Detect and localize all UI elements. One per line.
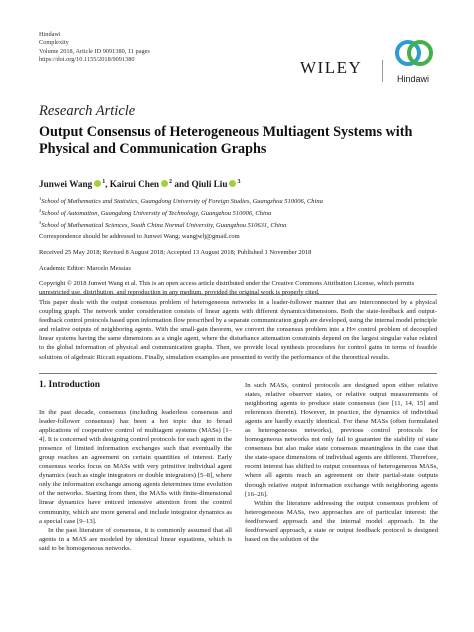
body-paragraph: In such MASs, control protocols are designed upon either relative states, relative observer states, or relative output measurements of neighboring agents to produce state consensus (see [11, 14, 15] and references therein). However, in practice, the dynamics of individual agents are hardly exactly identical. For these MASs (often formulated as heterogeneous networks), previous control protocols for homogeneous networks not only fail to guarantee the stability of state consensus but also make state consensus meaningless in the case that the state-space dimensions of individual agents are different. Therefore, recent interest has shifted to output consensus of heterogeneous MASs, where all agents reach an agreement on their partial-state outputs through relative output information exchange with neighboring agents [16–26].: [245, 382, 438, 498]
volume-line: Volume 2018, Article ID 9091380, 11 pages: [39, 47, 150, 55]
body-column-left: [39, 408, 232, 553]
abstract-text: This paper deals with the output consensus problem of heterogeneous networks in a leader-follower manner that are interconnected by a physical coupling graph. The network under consideration consists of linear agents with different dynamics/dimensions. Both the state-feedback and output-feedback control protocols based upon information flow prescribed by a separate communication graph are developed, using the internal model principle and relative outputs of neighboring agents. With the small-gain theorem, we convert the consensus problem into a H∞ control problem of decoupled linear systems having the same dimensions as a single agent, where the disturbance attenuation constraints depend on the largest singular value related to the global information of physical and communication graphs. Then, we provide local synthesis procedures for control gains in terms of feasible solutions of algebraic Riccati equations. Finally, simulation examples are presented to verify the performance of the theoretical results.: [39, 299, 437, 361]
abstract-bottom-rule: [39, 373, 437, 374]
article-type: Research Article: [39, 103, 136, 119]
academic-editor: Academic Editor: Marcelo Messias: [39, 265, 131, 272]
hindawi-label: Hindawi: [397, 74, 430, 84]
body-paragraph: In the past literature of consensus, it is commonly assumed that all agents in a MAS are modeled by identical linear equations, which is said to be homogeneous networks.: [39, 526, 232, 552]
publisher-name: Hindawi: [39, 31, 61, 38]
affiliation-line: $^3$School of Mathematical Sciences, South China Normal University, Guangzhou 510631, China: [39, 219, 287, 230]
affiliation-line: $^2$School of Automation, Guangdong University of Technology, Guangzhou 510006, China: [39, 207, 272, 218]
orcid-icon[interactable]: [94, 180, 101, 187]
author-sup: 1: [102, 179, 106, 185]
logo-divider: [382, 60, 383, 82]
paper-title: Output Consensus of Heterogeneous Multiagent Systems with Physical and Communication Graphs: [39, 124, 413, 157]
body-column-right: [245, 381, 438, 544]
body-paragraph: In the past decade, consensus (including leaderless consensus and leader-follower consensus) has been a hot topic due to broad applications of cooperative control of multiagent systems (MASs) [1–4]. It is concerned with designing control protocols for each agent in the presence of limited information exchanges such that eventually the group reaches an agreement on certain quantities of interest. Early consensus works focus on MASs with very primitive individual agent dynamics (such as single integrators or double integrators) [5–8], where only the information exchange among agents determines time evolution of the networks. Starting from then, the MASs with finite-dimensional linear dynamics have enticed intensive attention from the control community, which are more general and include integrator dynamics as a special case [9–13].: [39, 409, 232, 525]
section-heading: 1. Introduction: [39, 380, 101, 390]
doi-link[interactable]: https://doi.org/10.1155/2018/9091380: [39, 56, 135, 64]
orcid-icon[interactable]: [229, 180, 236, 187]
wiley-logo: WILEY: [300, 58, 363, 77]
journal-info: [39, 31, 150, 65]
correspondence: Correspondence should be addressed to Junwei Wang; wangjwlj@gmail.com: [39, 233, 240, 240]
orcid-icon[interactable]: [161, 180, 168, 187]
author-sup: 2: [169, 179, 173, 185]
author-name[interactable]: Junwei Wang: [39, 179, 93, 190]
author-name[interactable]: Kairui Chen: [109, 179, 160, 190]
article-dates: Received 25 May 2018; Revised 8 August 2018; Accepted 13 August 2018; Published 1 November 2018: [39, 249, 312, 256]
body-paragraph: Within the literature addressing the output consensus problem of heterogeneous MASs, two approaches are of particular interest: the feedforward approach and the internal model approach. In the feedforward approach, a state or output feedback protocol is designed based on the solution of the: [245, 499, 438, 543]
author-name[interactable]: and Qiuli Liu: [174, 179, 228, 190]
journal-name: Complexity: [39, 39, 69, 47]
author-sup: 3: [237, 179, 241, 185]
author-list: Junwei Wang $^1$, Kairui Chen $^2$ and Qiuli Liu $^3$: [39, 179, 241, 190]
affiliations: [39, 195, 323, 231]
affiliation-line: $^1$School of Mathematics and Statistics, Guangdong University of Foreign Studies, Guangzhou 510006, China: [39, 196, 323, 206]
copyright-notice: Copyright © 2018 Junwei Wang et al. This is an open access article distributed under the Creative Commons Attribution License, which permits unrestricted use, distribution, and reproduction in any medium, provided the original work is properly cited.: [39, 280, 415, 296]
abstract-top-rule: [39, 294, 437, 295]
